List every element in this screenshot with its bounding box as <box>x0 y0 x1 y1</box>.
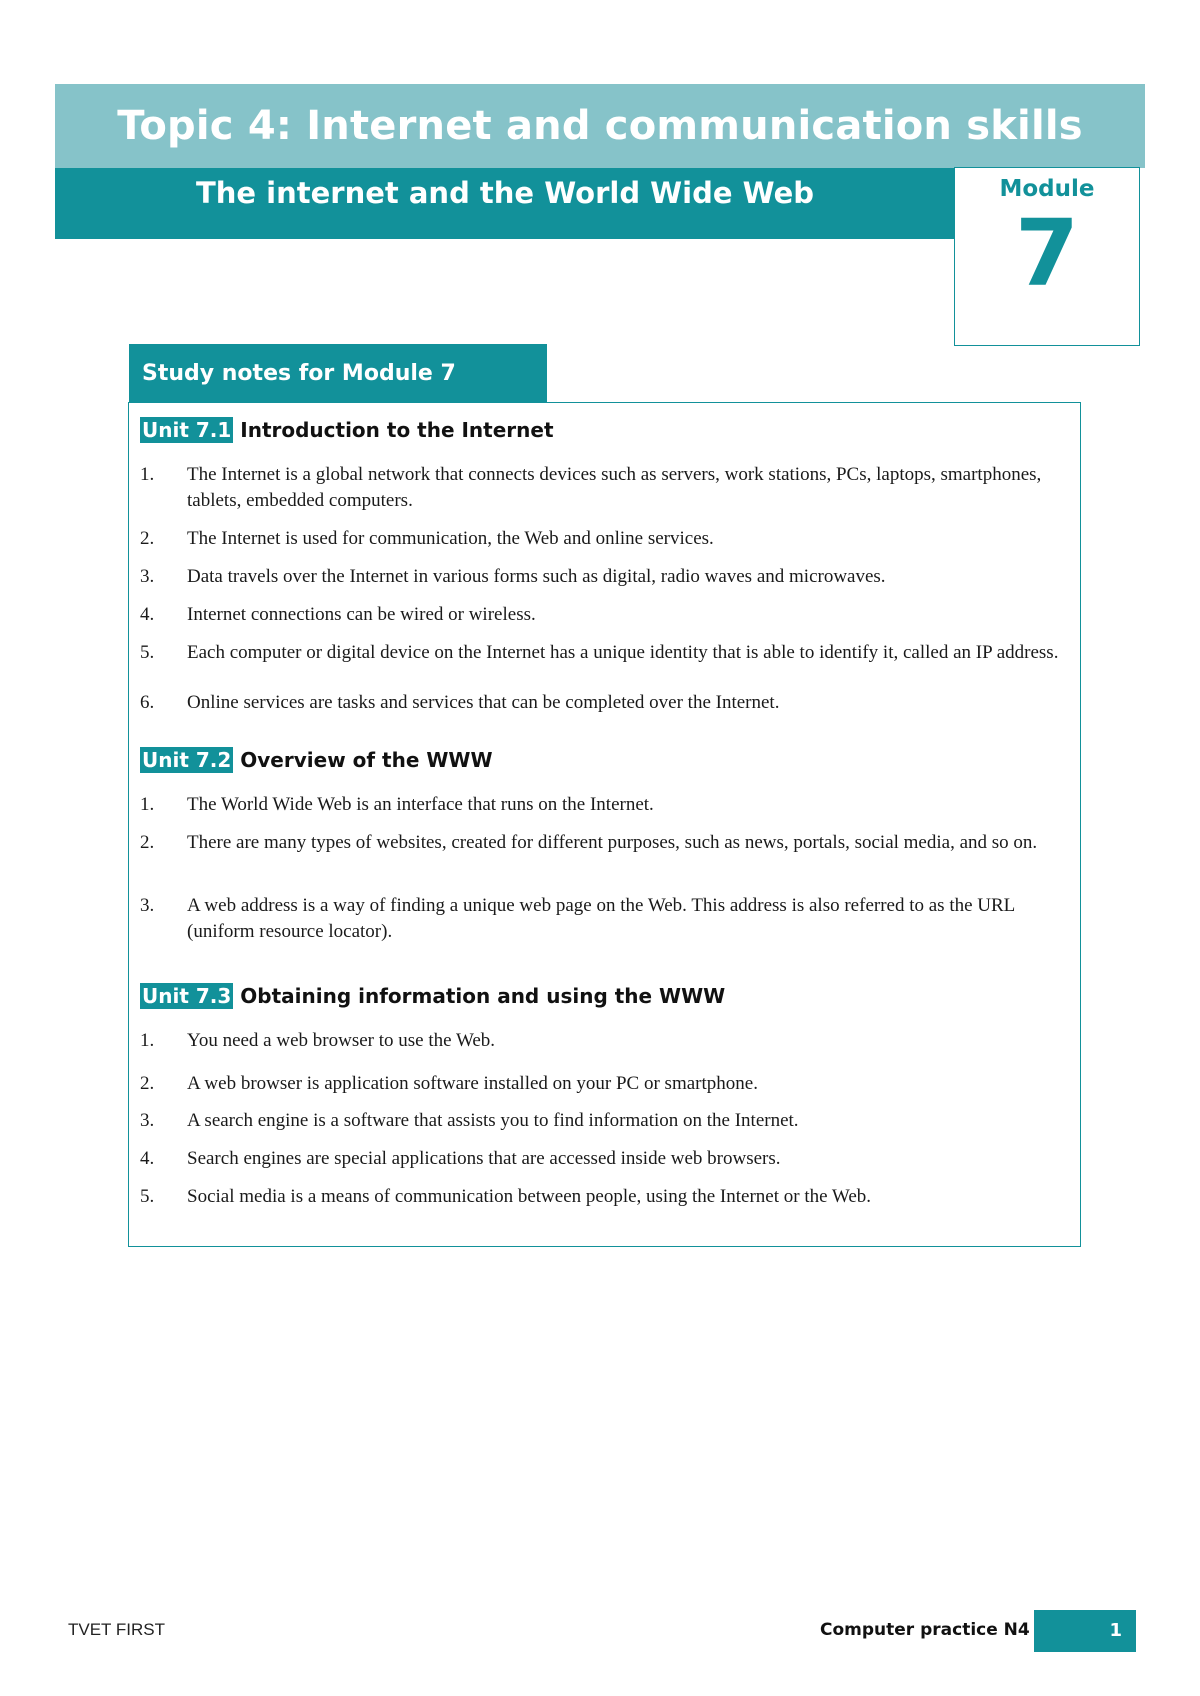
item-text: You need a web browser to use the Web. <box>187 1030 496 1051</box>
subtopic-bar <box>55 168 955 239</box>
unit-heading <box>140 418 554 442</box>
item-text: Search engines are special applications that are accessed inside web browsers. <box>187 1148 781 1169</box>
study-notes-title: Study notes for Module 7 <box>129 344 547 403</box>
item-number: 3. <box>140 1110 155 1131</box>
item-text: Data travels over the Internet in various forms such as digital, radio waves and microwaves. <box>187 566 886 587</box>
unit-title: Introduction to the Internet <box>240 418 554 442</box>
item-text: The Internet is a global network that connects devices such as servers, work stations, PCs, laptops, smartphones, tablets, embedded computers. <box>187 464 1042 511</box>
item-number: 1. <box>140 464 155 485</box>
topic-title: Topic 4: Internet and communication skills <box>55 84 1145 168</box>
item-text: Each computer or digital device on the Internet has a unique identity that is able to identify it, called an IP address. <box>187 642 1059 663</box>
item-text: Social media is a means of communication between people, using the Internet or the Web. <box>187 1186 872 1207</box>
item-number: 5. <box>140 1186 155 1207</box>
module-badge <box>954 167 1140 346</box>
item-number: 3. <box>140 895 155 916</box>
item-number: 6. <box>140 692 155 713</box>
item-text: There are many types of websites, created for different purposes, such as news, portals, social media, and so on. <box>187 832 1038 853</box>
item-number: 2. <box>140 528 155 549</box>
module-label: Module <box>999 176 1095 202</box>
item-text: The World Wide Web is an interface that runs on the Internet. <box>187 794 654 815</box>
item-text: Online services are tasks and services that can be completed over the Internet. <box>187 692 780 713</box>
item-text: The Internet is used for communication, the Web and online services. <box>187 528 714 549</box>
item-number: 2. <box>140 832 155 853</box>
unit-title: Obtaining information and using the WWW <box>240 984 726 1008</box>
item-number: 3. <box>140 566 155 587</box>
footer-publisher: TVET FIRST <box>68 1620 165 1639</box>
subtopic-title: The internet and the World Wide Web <box>195 176 815 210</box>
unit-number: Unit 7.3 <box>142 984 232 1008</box>
unit-number: Unit 7.1 <box>142 418 232 442</box>
module-number: 7 <box>1014 200 1079 307</box>
item-number: 5. <box>140 642 155 663</box>
item-text: Internet connections can be wired or wireless. <box>187 604 536 625</box>
unit-heading <box>140 984 725 1008</box>
unit-number: Unit 7.2 <box>142 748 232 772</box>
item-number: 1. <box>140 1030 155 1051</box>
item-text: A search engine is a software that assists you to find information on the Internet. <box>187 1110 799 1131</box>
item-text: A web address is a way of finding a unique web page on the Web. This address is also referred to as the URL (uniform resource locator). <box>187 895 1015 942</box>
unit-heading <box>140 748 493 772</box>
page-number: 1 <box>1034 1610 1136 1652</box>
footer-course-title: Computer practice N4 <box>820 1620 1030 1640</box>
unit-title: Overview of the WWW <box>240 748 493 772</box>
item-number: 4. <box>140 604 155 625</box>
item-text: A web browser is application software installed on your PC or smartphone. <box>187 1073 758 1094</box>
item-number: 1. <box>140 794 155 815</box>
item-number: 4. <box>140 1148 155 1169</box>
item-number: 2. <box>140 1073 155 1094</box>
